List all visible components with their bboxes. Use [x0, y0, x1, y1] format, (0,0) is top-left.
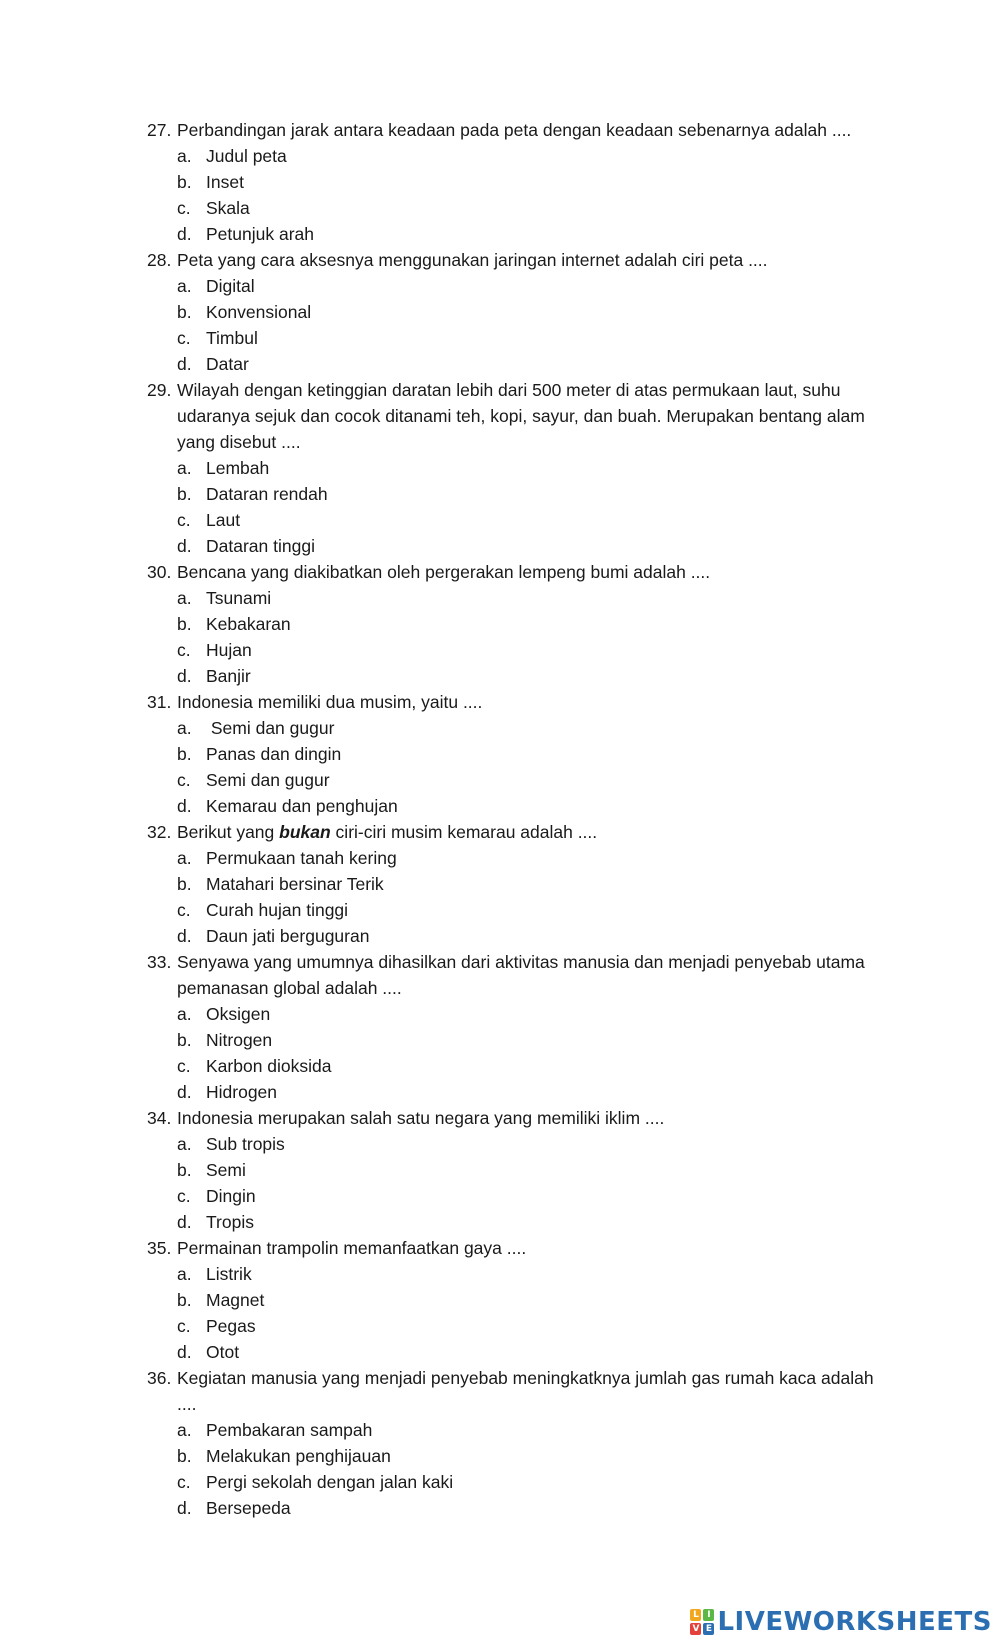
option-letter: a. [177, 458, 192, 478]
option-b [0, 1027, 1000, 1053]
question-number: 35. [147, 1238, 172, 1258]
logo-mark-icon [690, 1609, 714, 1635]
option-text: Pembakaran sampah [206, 1420, 373, 1440]
option-text: Pegas [206, 1316, 256, 1336]
option-text: Digital [206, 276, 255, 296]
option-d [0, 1209, 1000, 1235]
question-36 [0, 1365, 1000, 1521]
question-number: 31. [147, 692, 172, 712]
option-text: Timbul [206, 328, 258, 348]
option-d [0, 351, 1000, 377]
question-text: Indonesia merupakan salah satu negara yang memiliki iklim .... [177, 1108, 665, 1128]
option-letter: c. [177, 770, 191, 790]
option-letter: b. [177, 744, 192, 764]
option-letter: a. [177, 588, 192, 608]
option-letter: d. [177, 1498, 192, 1518]
option-text: Dingin [206, 1186, 256, 1206]
option-c [0, 325, 1000, 351]
option-b [0, 169, 1000, 195]
option-b [0, 1157, 1000, 1183]
option-letter: a. [177, 146, 192, 166]
option-c [0, 195, 1000, 221]
option-letter: c. [177, 900, 191, 920]
option-text: Dataran rendah [206, 484, 328, 504]
option-b [0, 481, 1000, 507]
option-a [0, 585, 1000, 611]
option-letter: d. [177, 224, 192, 244]
logo-mark-letter: E [703, 1623, 714, 1635]
option-a [0, 143, 1000, 169]
option-a [0, 715, 1000, 741]
question-text: Perbandingan jarak antara keadaan pada peta dengan keadaan sebenarnya adalah .... [177, 120, 852, 140]
option-d [0, 221, 1000, 247]
option-letter: c. [177, 1472, 191, 1492]
question-number: 29. [147, 380, 172, 400]
question-31 [0, 689, 1000, 819]
option-letter: b. [177, 1160, 192, 1180]
question-28 [0, 247, 1000, 377]
option-letter: b. [177, 1446, 192, 1466]
option-text: Banjir [206, 666, 251, 686]
option-d [0, 793, 1000, 819]
option-letter: a. [177, 1264, 192, 1284]
option-text: Listrik [206, 1264, 252, 1284]
liveworksheets-logo [690, 1607, 992, 1637]
option-d [0, 1079, 1000, 1105]
question-number: 33. [147, 952, 172, 972]
option-letter: c. [177, 1316, 191, 1336]
logo-text: LIVEWORKSHEETS [717, 1607, 992, 1637]
option-d [0, 663, 1000, 689]
option-letter: c. [177, 328, 191, 348]
option-text: Matahari bersinar Terik [206, 874, 384, 894]
question-34 [0, 1105, 1000, 1235]
option-c [0, 1469, 1000, 1495]
option-text: Kebakaran [206, 614, 291, 634]
worksheet [0, 117, 1000, 1521]
option-b [0, 1287, 1000, 1313]
option-d [0, 923, 1000, 949]
option-text: Petunjuk arah [206, 224, 314, 244]
option-text: Oksigen [206, 1004, 271, 1024]
question-32 [0, 819, 1000, 949]
option-a [0, 845, 1000, 871]
option-letter: d. [177, 1082, 192, 1102]
option-c [0, 637, 1000, 663]
question-number: 32. [147, 822, 172, 842]
option-text: Semi dan gugur [206, 718, 335, 738]
option-letter: d. [177, 354, 192, 374]
option-letter: d. [177, 796, 192, 816]
option-b [0, 871, 1000, 897]
option-text: Magnet [206, 1290, 265, 1310]
option-letter: c. [177, 1186, 191, 1206]
option-letter: d. [177, 536, 192, 556]
option-letter: a. [177, 1004, 192, 1024]
option-d [0, 1495, 1000, 1521]
option-a [0, 455, 1000, 481]
option-text: Permukaan tanah kering [206, 848, 397, 868]
option-text: Semi dan gugur [206, 770, 330, 790]
option-a [0, 1001, 1000, 1027]
question-27 [0, 117, 1000, 247]
option-c [0, 1053, 1000, 1079]
option-b [0, 299, 1000, 325]
question-35 [0, 1235, 1000, 1365]
question-text: Kegiatan manusia yang menjadi penyebab meningkatknya jumlah gas rumah kaca adalah .... [177, 1368, 874, 1414]
option-text: Otot [206, 1342, 240, 1362]
question-text-after: ciri-ciri musim kemarau adalah .... [330, 822, 598, 842]
option-letter: d. [177, 666, 192, 686]
option-text: Skala [206, 198, 250, 218]
option-letter: c. [177, 198, 191, 218]
question-text [177, 819, 885, 845]
question-number: 27. [147, 120, 172, 140]
option-a [0, 1131, 1000, 1157]
option-a [0, 273, 1000, 299]
question-text: Bencana yang diakibatkan oleh pergerakan lempeng bumi adalah .... [177, 562, 711, 582]
option-letter: c. [177, 640, 191, 660]
option-d [0, 533, 1000, 559]
question-number: 34. [147, 1108, 172, 1128]
option-text: Daun jati berguguran [206, 926, 370, 946]
option-c [0, 1183, 1000, 1209]
option-text: Bersepeda [206, 1498, 291, 1518]
option-letter: c. [177, 510, 191, 530]
question-number: 30. [147, 562, 172, 582]
option-letter: a. [177, 276, 192, 296]
option-b [0, 741, 1000, 767]
logo-mark-letter: L [690, 1609, 701, 1621]
option-letter: a. [177, 848, 192, 868]
option-text: Inset [206, 172, 244, 192]
option-c [0, 507, 1000, 533]
option-letter: b. [177, 614, 192, 634]
option-text: Konvensional [206, 302, 312, 322]
option-letter: b. [177, 1290, 192, 1310]
option-text: Laut [206, 510, 241, 530]
option-text: Pergi sekolah dengan jalan kaki [206, 1472, 454, 1492]
option-b [0, 1443, 1000, 1469]
option-text: Sub tropis [206, 1134, 285, 1154]
option-letter: a. [177, 718, 192, 738]
option-text: Semi [206, 1160, 246, 1180]
option-text: Hujan [206, 640, 252, 660]
question-text: Senyawa yang umumnya dihasilkan dari aktivitas manusia dan menjadi penyebab utama pemanasan global adalah .... [177, 952, 865, 998]
option-text: Hidrogen [206, 1082, 278, 1102]
question-30 [0, 559, 1000, 689]
option-c [0, 1313, 1000, 1339]
option-text: Melakukan penghijauan [206, 1446, 391, 1466]
option-text: Datar [206, 354, 249, 374]
logo-mark-letter: I [703, 1609, 714, 1621]
option-letter: b. [177, 172, 192, 192]
question-33 [0, 949, 1000, 1105]
option-letter: c. [177, 1056, 191, 1076]
option-text: Lembah [206, 458, 270, 478]
option-letter: a. [177, 1420, 192, 1440]
option-text: Kemarau dan penghujan [206, 796, 398, 816]
option-b [0, 611, 1000, 637]
option-text: Tsunami [206, 588, 272, 608]
question-text-emphasis: bukan [279, 822, 331, 842]
option-letter: b. [177, 302, 192, 322]
option-letter: d. [177, 1342, 192, 1362]
option-text: Karbon dioksida [206, 1056, 332, 1076]
question-29 [0, 377, 1000, 559]
question-text-before: Berikut yang [177, 822, 280, 842]
question-number: 36. [147, 1368, 172, 1388]
option-letter: b. [177, 1030, 192, 1050]
option-letter: d. [177, 926, 192, 946]
option-letter: b. [177, 874, 192, 894]
option-letter: b. [177, 484, 192, 504]
option-letter: d. [177, 1212, 192, 1232]
option-text: Nitrogen [206, 1030, 273, 1050]
logo-mark-letter: V [690, 1623, 701, 1635]
question-number: 28. [147, 250, 172, 270]
question-text: Indonesia memiliki dua musim, yaitu .... [177, 692, 483, 712]
question-text: Wilayah dengan ketinggian daratan lebih dari 500 meter di atas permukaan laut, suhu udaranya sejuk dan cocok ditanami teh, kopi, sayur, dan buah. Merupakan bentang alam yang disebut .... [177, 380, 865, 452]
option-text: Tropis [206, 1212, 254, 1232]
option-d [0, 1339, 1000, 1365]
option-text: Dataran tinggi [206, 536, 315, 556]
option-text: Curah hujan tinggi [206, 900, 349, 920]
option-c [0, 897, 1000, 923]
option-a [0, 1261, 1000, 1287]
option-text: Judul peta [206, 146, 287, 166]
option-letter: a. [177, 1134, 192, 1154]
option-text: Panas dan dingin [206, 744, 342, 764]
option-c [0, 767, 1000, 793]
question-text: Permainan trampolin memanfaatkan gaya .... [177, 1238, 527, 1258]
option-a [0, 1417, 1000, 1443]
question-text: Peta yang cara aksesnya menggunakan jaringan internet adalah ciri peta .... [177, 250, 768, 270]
